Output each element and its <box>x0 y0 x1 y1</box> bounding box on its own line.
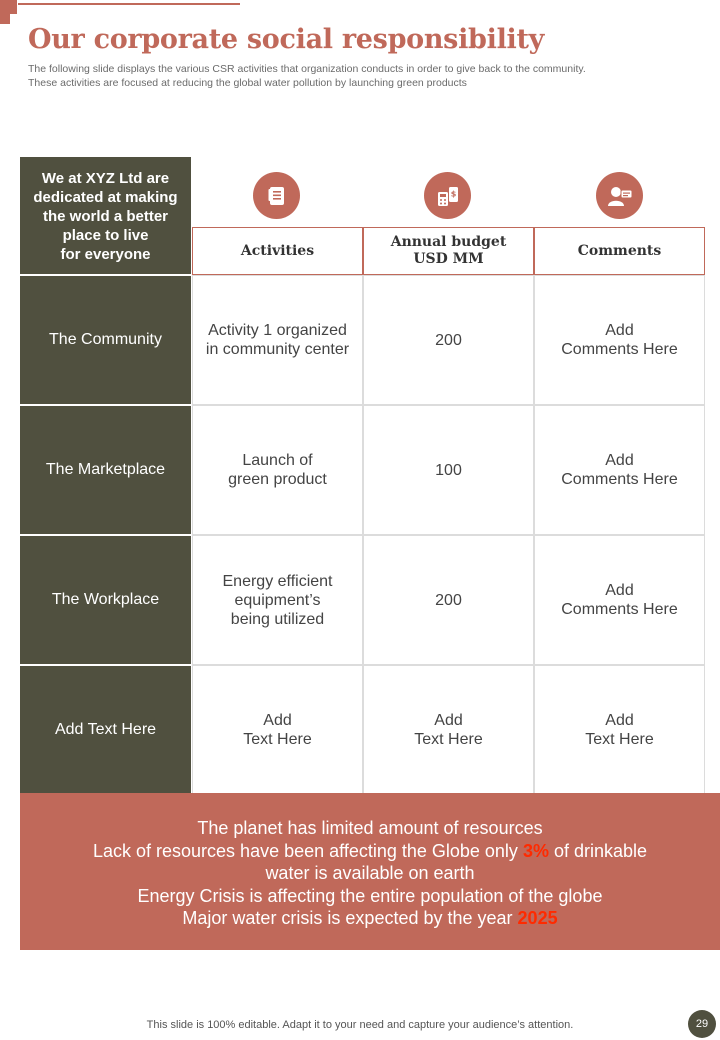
banner-line: water is available on earth <box>265 863 475 883</box>
banner-line <box>20 907 720 930</box>
page-number-badge: 29 <box>688 1010 716 1038</box>
document-list-icon <box>253 172 300 219</box>
highlight-percentage: 3% <box>522 840 549 861</box>
cell-line: Energy efficient <box>222 572 333 590</box>
cell-line: Add <box>605 712 634 729</box>
column-header-label: Activities <box>240 242 315 259</box>
cell-line: equipment’s <box>234 591 321 609</box>
svg-text:$: $ <box>450 189 456 198</box>
cell-line: Add <box>605 582 634 599</box>
intro-line: place to live <box>62 226 149 244</box>
intro-statement <box>20 157 191 275</box>
column-header-comments <box>534 227 705 275</box>
page-subtitle <box>28 62 708 90</box>
corner-accent-block-small <box>0 14 10 24</box>
row-divider <box>20 274 191 276</box>
cell-line: Add <box>605 452 634 469</box>
intro-line: We at XYZ Ltd are <box>41 169 170 187</box>
table-cell-budget: 200 <box>363 535 534 665</box>
banner-text: Major water crisis is expected by the year <box>182 908 518 928</box>
cell-line: Add <box>605 322 634 339</box>
banner-text: of drinkable <box>548 840 648 861</box>
column-header-activities <box>192 227 363 275</box>
column-header-label: Comments <box>577 242 662 259</box>
banner-text: Lack of resources have been affecting the Globe only <box>92 840 523 861</box>
table-cell-budget: 100 <box>363 405 534 535</box>
cell-line: Text Here <box>414 731 483 748</box>
row-divider <box>20 404 191 406</box>
row-divider <box>20 534 191 536</box>
table-cell-comment <box>534 405 705 535</box>
header-accent-line <box>18 3 240 5</box>
cell-line: in community center <box>205 341 350 358</box>
table-cell-comment <box>534 275 705 405</box>
table-cell-activity <box>192 535 363 665</box>
banner-line: Energy Crisis is affecting the entire population of the globe <box>137 885 603 906</box>
subtitle-line: These activities are focused at reducing the global water pollution by launching green products <box>28 77 467 89</box>
corner-accent-block <box>0 0 17 14</box>
cell-line: Comments Here <box>561 471 678 488</box>
row-label-community: The Community <box>20 276 191 404</box>
column-header-label: USD MM <box>413 251 484 267</box>
calculator-budget-icon <box>424 172 471 219</box>
footer-note: This slide is 100% editable. Adapt it to your need and capture your audience’s attention. <box>146 1019 574 1031</box>
intro-line: the world a better <box>42 207 169 225</box>
row-label-workplace: The Workplace <box>20 536 191 664</box>
cell-line: Add <box>263 712 292 729</box>
cell-line: Text Here <box>243 731 312 748</box>
person-speech-icon <box>596 172 643 219</box>
subtitle-line: The following slide displays the various CSR activities that organization conducts in order to give back to the community. <box>28 63 586 75</box>
intro-line: for everyone <box>60 245 151 263</box>
row-label-marketplace: The Marketplace <box>20 406 191 534</box>
cell-line: Activity 1 organized <box>208 322 347 339</box>
banner-line: The planet has limited amount of resources <box>197 818 543 838</box>
table-cell-budget: 200 <box>363 275 534 405</box>
cell-line: Comments Here <box>561 601 678 618</box>
row-divider <box>20 664 191 666</box>
table-cell-comment <box>534 535 705 665</box>
cell-line: Launch of <box>242 452 313 469</box>
highlight-year: 2025 <box>517 908 558 928</box>
resource-crisis-banner <box>20 793 720 950</box>
table-cell-activity <box>192 275 363 405</box>
page-title: Our corporate social responsibility <box>28 24 545 55</box>
intro-line: dedicated at making <box>33 188 178 206</box>
table-cell-activity <box>192 665 363 795</box>
banner-line <box>20 840 720 863</box>
table-cell-budget <box>363 665 534 795</box>
cell-line: Text Here <box>585 731 654 748</box>
cell-line: being utilized <box>230 610 325 628</box>
cell-line: Add <box>434 712 463 729</box>
column-header-label: Annual budget <box>390 234 507 250</box>
table-cell-comment <box>534 665 705 795</box>
cell-line: Comments Here <box>561 341 678 358</box>
column-header-annual-budget <box>363 227 534 275</box>
table-cell-activity <box>192 405 363 535</box>
cell-line: green product <box>228 471 327 488</box>
row-label-add-text: Add Text Here <box>20 666 191 794</box>
